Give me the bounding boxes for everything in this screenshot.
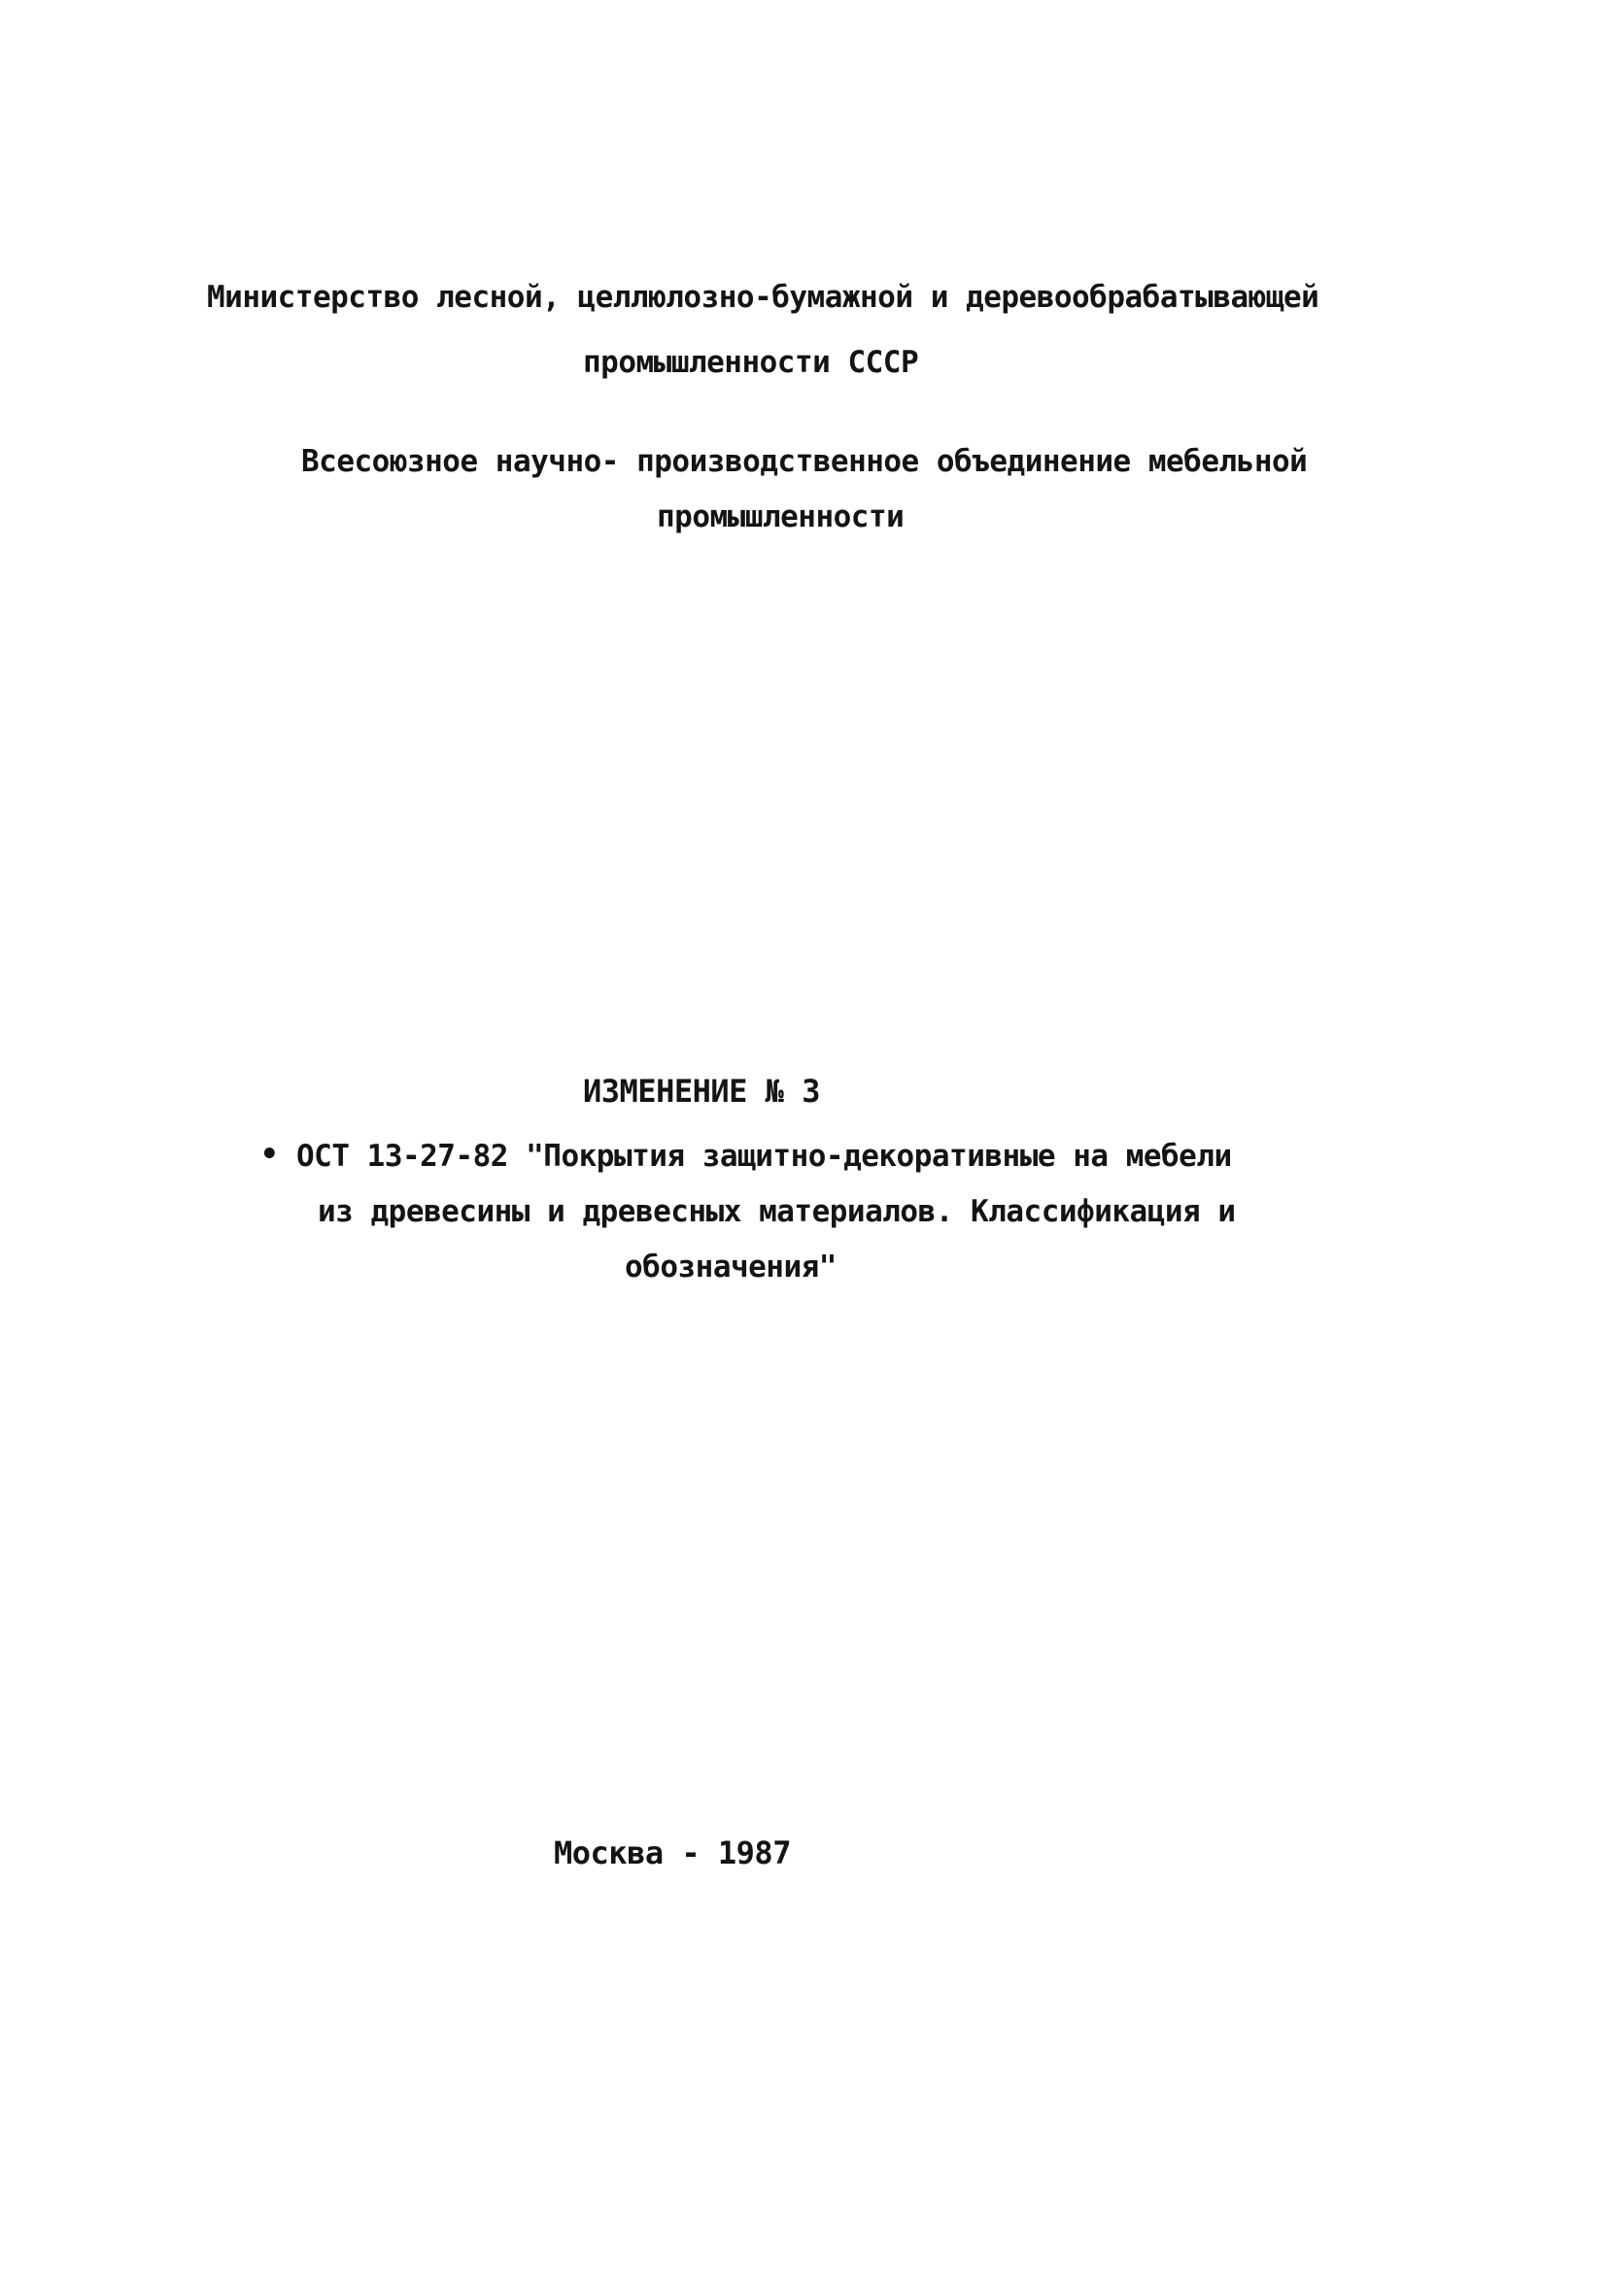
- association-name-line-1: Всесоюзное научно- производственное объединение мебельной: [301, 444, 1308, 479]
- document-title: ИЗМЕНЕНИЕ № 3: [583, 1073, 820, 1110]
- association-name-line-2: промышленности: [657, 499, 905, 534]
- standard-description-line-3: обозначения": [625, 1250, 837, 1285]
- standard-description-line-2: из древесины и древесных материалов. Классификация и: [318, 1194, 1236, 1229]
- bullet-mark: •: [260, 1137, 279, 1172]
- place-and-year: Москва - 1987: [554, 1834, 791, 1871]
- standard-description-line-1: ОСТ 13-27-82 "Покрытия защитно-декоративные на мебели: [296, 1139, 1232, 1174]
- ministry-name-line-1: Министерство лесной, целлюлозно-бумажной и деревообрабатывающей: [207, 280, 1319, 315]
- ministry-name-line-2: промышленности СССР: [583, 345, 919, 380]
